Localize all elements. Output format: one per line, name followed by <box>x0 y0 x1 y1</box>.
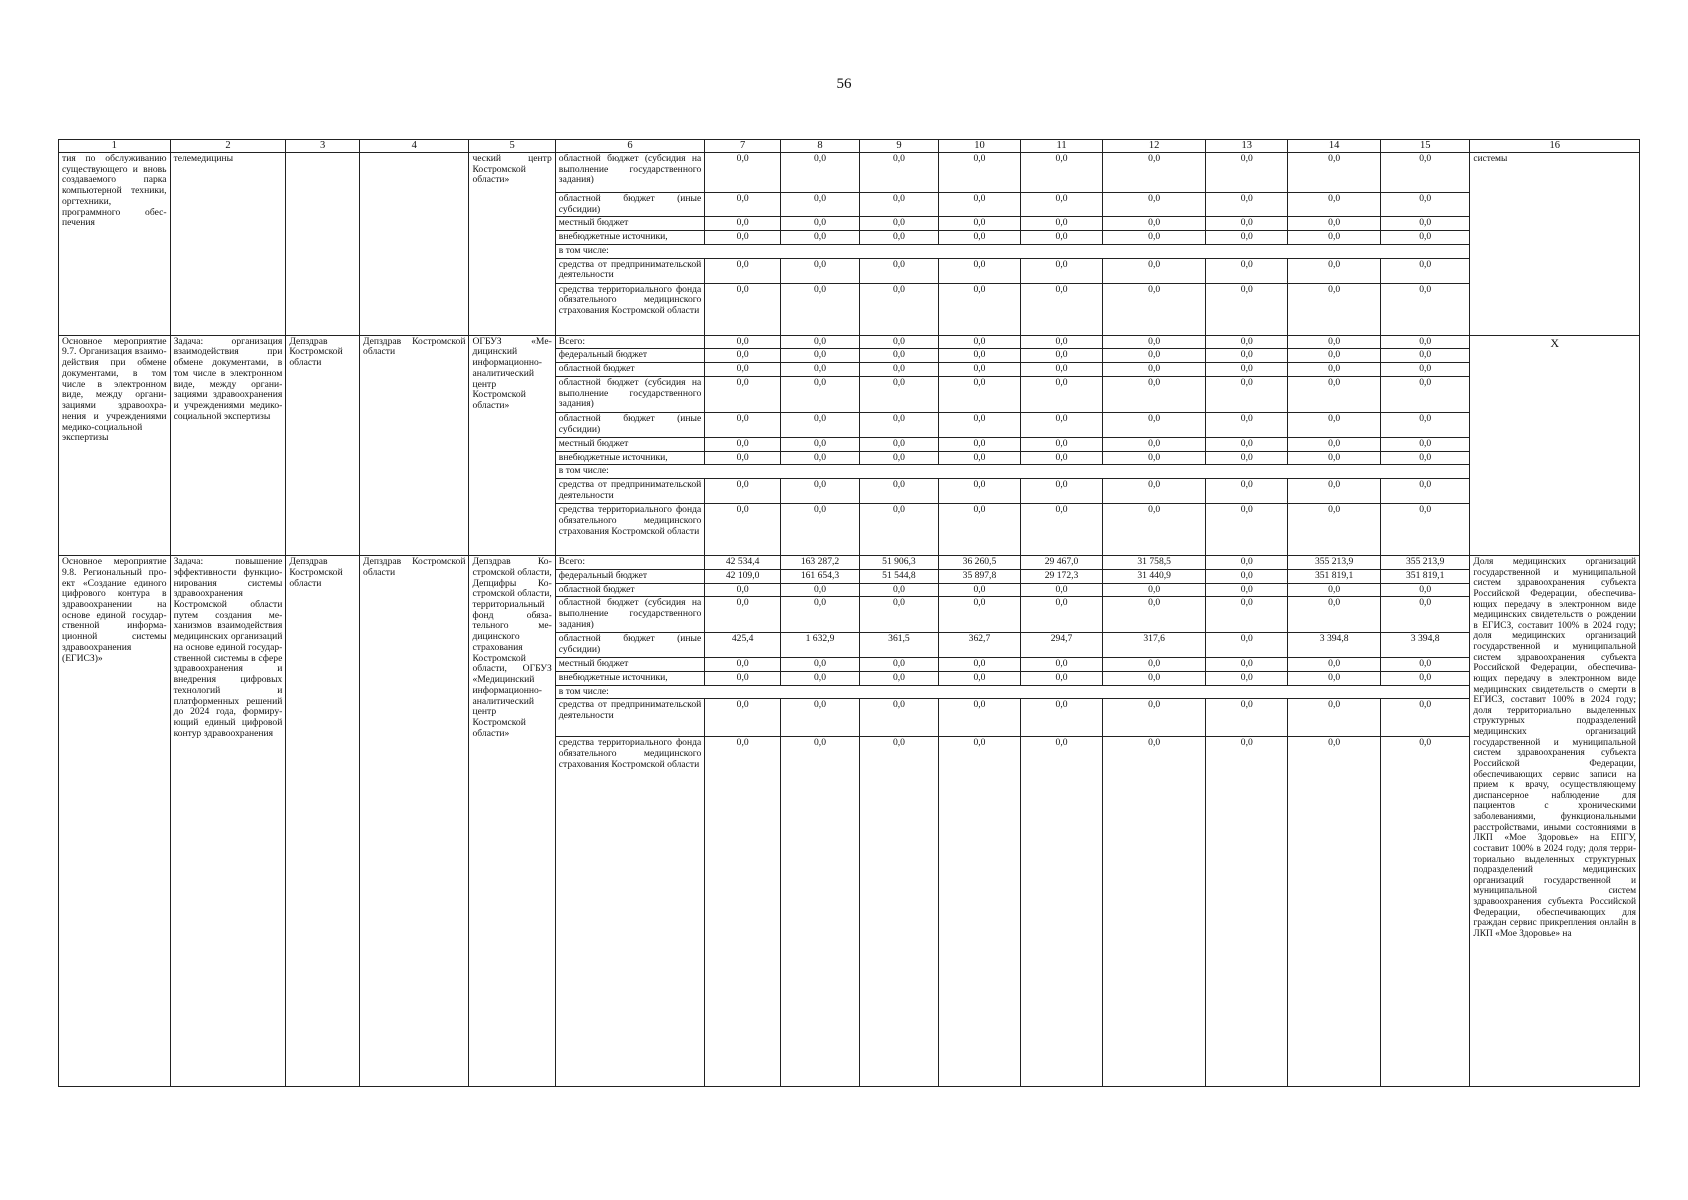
column-number-row <box>59 140 1640 153</box>
amount-cell: 0,0 <box>938 451 1020 465</box>
amount-cell: 0,0 <box>938 437 1020 451</box>
measure-col3: Депздрав Костромской области <box>286 556 360 1087</box>
amount-cell: 0,0 <box>1380 451 1469 465</box>
column-number: 6 <box>555 140 704 153</box>
column-number: 10 <box>938 140 1020 153</box>
amount-cell: 0,0 <box>859 193 938 217</box>
amount-cell: 0,0 <box>1206 451 1288 465</box>
amount-cell: 0,0 <box>705 658 781 672</box>
amount-cell: 0,0 <box>1288 335 1381 349</box>
amount-cell: 0,0 <box>1288 479 1381 504</box>
amount-cell: 0,0 <box>705 153 781 193</box>
amount-cell: 0,0 <box>781 412 860 437</box>
column-number: 16 <box>1470 140 1640 153</box>
funding-source-label: областной бюджет <box>555 363 704 377</box>
amount-cell: 0,0 <box>781 193 860 217</box>
amount-cell: 362,7 <box>938 633 1020 658</box>
funding-source-label: средства территориального фонда обязательного медицинского страхования Костромской области <box>555 737 704 1087</box>
amount-cell: 0,0 <box>1380 583 1469 597</box>
column-number: 4 <box>360 140 469 153</box>
funding-source-label: федеральный бюджет <box>555 349 704 363</box>
amount-cell: 0,0 <box>1021 153 1103 193</box>
amount-cell: 1 632,9 <box>781 633 860 658</box>
amount-cell: 355 213,9 <box>1288 556 1381 570</box>
amount-cell: 0,0 <box>781 231 860 245</box>
amount-cell: 0,0 <box>1206 672 1288 686</box>
amount-cell: 0,0 <box>859 479 938 504</box>
block-measure-9-8 <box>59 556 1640 1087</box>
amount-cell: 0,0 <box>859 153 938 193</box>
column-number: 8 <box>781 140 860 153</box>
amount-cell: 0,0 <box>1103 658 1206 672</box>
measure-col1: Основное мероприятие 9.8. Региональный проект «Создание единого цифрового контура в здравоохранении на основе единой государственной информационной системы здравоохранения (ЕГИСЗ)» <box>59 556 171 1087</box>
amount-cell: 0,0 <box>859 699 938 737</box>
column-number: 15 <box>1380 140 1469 153</box>
amount-cell: 0,0 <box>1288 437 1381 451</box>
amount-cell: 0,0 <box>859 217 938 231</box>
amount-cell: 0,0 <box>781 283 860 335</box>
funding-source-label: средства от предпринимательской деятельности <box>555 479 704 504</box>
amount-cell: 0,0 <box>1021 363 1103 377</box>
amount-cell: 0,0 <box>781 597 860 633</box>
funding-source-label: средства территориального фонда обязательного медицинского страхования Костромской области <box>555 283 704 335</box>
amount-cell: 0,0 <box>1206 633 1288 658</box>
amount-cell: 0,0 <box>781 376 860 412</box>
amount-cell: 42 534,4 <box>705 556 781 570</box>
amount-cell: 3 394,8 <box>1288 633 1381 658</box>
amount-cell: 0,0 <box>1021 451 1103 465</box>
amount-cell: 0,0 <box>1021 193 1103 217</box>
amount-cell: 0,0 <box>938 597 1020 633</box>
amount-cell: 0,0 <box>781 349 860 363</box>
amount-cell: 317,6 <box>1103 633 1206 658</box>
amount-cell: 0,0 <box>1206 699 1288 737</box>
amount-cell: 0,0 <box>859 231 938 245</box>
amount-cell: 0,0 <box>705 349 781 363</box>
amount-cell: 35 897,8 <box>938 569 1020 583</box>
amount-cell: 0,0 <box>1288 231 1381 245</box>
target-indicator: Доля медицинских организаций государственной и муниципальной систем здравоохранения субъекта Российской Федерации, обеспечивающих передачу в электронном виде медицинских свидетельств о рождении в ЕГИСЗ, составит 100% в 2024 году; доля медицинских организаций государственной и муниципальной систем здравоохранения субъекта Российской Федерации, обеспечивающих передачу в электронном виде медицинских свидетельств о смерти в ЕГИСЗ, составит 100% в 2024 году; доля территориально выделенных структурных подразделений медицинских организаций государственной и муниципальной систем здравоохранения субъекта Российской Федерации, обеспечивающих сервис записи на прием к врачу, осуществляющему диспансерное наблюдение для пациентов с хроническими заболеваниями, функциональными расстройствами, иными состояниями в ЛКП «Мое Здоровье» на ЕПГУ, составит 100% в 2024 году; доля территориально выделенных структурных подразделений медицинских организаций государственной и муниципальной систем здравоохранения субъекта Российской Федерации, обеспечивающих для граждан сервис прикрепления онлайн в ЛКП «Мое Здоровье» на <box>1470 556 1640 1087</box>
amount-cell: 0,0 <box>705 737 781 1087</box>
amount-cell: 0,0 <box>1103 335 1206 349</box>
funding-source-label: областной бюджет <box>555 583 704 597</box>
measure-col4: Депздрав Костромской области <box>360 556 469 1087</box>
amount-cell: 0,0 <box>859 258 938 283</box>
amount-cell: 0,0 <box>781 363 860 377</box>
funding-source-label: внебюджетные источники, <box>555 451 704 465</box>
target-indicator: системы <box>1470 153 1640 336</box>
amount-cell: 0,0 <box>1021 217 1103 231</box>
amount-cell: 0,0 <box>938 658 1020 672</box>
amount-cell: 0,0 <box>1380 737 1469 1087</box>
amount-cell: 0,0 <box>1380 699 1469 737</box>
measure-col5: ОГБУЗ «Медицинский информационно-аналитический центр Костромской области» <box>469 335 555 555</box>
funding-source-label: средства от предпринимательской деятельности <box>555 699 704 737</box>
amount-cell: 0,0 <box>1021 504 1103 556</box>
amount-cell: 0,0 <box>705 597 781 633</box>
amount-cell: 0,0 <box>1206 349 1288 363</box>
column-number: 11 <box>1021 140 1103 153</box>
amount-cell: 42 109,0 <box>705 569 781 583</box>
amount-cell: 0,0 <box>1380 335 1469 349</box>
amount-cell: 0,0 <box>1206 437 1288 451</box>
amount-cell: 0,0 <box>1288 193 1381 217</box>
amount-cell: 0,0 <box>1103 349 1206 363</box>
amount-cell: 0,0 <box>1288 412 1381 437</box>
amount-cell: 0,0 <box>1021 231 1103 245</box>
amount-cell: 0,0 <box>1206 597 1288 633</box>
amount-cell: 0,0 <box>705 437 781 451</box>
amount-cell: 0,0 <box>1021 737 1103 1087</box>
funding-source-label: областной бюджет (иные субсидии) <box>555 633 704 658</box>
amount-cell: 425,4 <box>705 633 781 658</box>
funding-source-label: внебюджетные источники, <box>555 231 704 245</box>
amount-cell: 0,0 <box>1380 672 1469 686</box>
amount-cell: 0,0 <box>859 672 938 686</box>
amount-cell: 0,0 <box>1206 569 1288 583</box>
amount-cell: 0,0 <box>781 153 860 193</box>
amount-cell: 0,0 <box>938 583 1020 597</box>
amount-cell: 351 819,1 <box>1380 569 1469 583</box>
amount-cell: 0,0 <box>938 335 1020 349</box>
amount-cell: 0,0 <box>1103 153 1206 193</box>
amount-cell: 0,0 <box>1288 349 1381 363</box>
amount-cell: 0,0 <box>1103 479 1206 504</box>
amount-cell: 0,0 <box>1380 479 1469 504</box>
amount-cell: 0,0 <box>1103 451 1206 465</box>
amount-cell: 0,0 <box>1206 504 1288 556</box>
amount-cell: 0,0 <box>1380 349 1469 363</box>
amount-cell: 0,0 <box>938 737 1020 1087</box>
funding-source-label: областной бюджет (иные субсидии) <box>555 193 704 217</box>
amount-cell: 0,0 <box>1021 258 1103 283</box>
amount-cell: 0,0 <box>781 737 860 1087</box>
amount-cell: 0,0 <box>1380 283 1469 335</box>
amount-cell: 0,0 <box>1380 258 1469 283</box>
amount-cell: 0,0 <box>781 437 860 451</box>
column-number: 9 <box>859 140 938 153</box>
amount-cell: 0,0 <box>1288 672 1381 686</box>
amount-cell: 0,0 <box>1288 699 1381 737</box>
amount-cell: 0,0 <box>1206 376 1288 412</box>
column-number: 14 <box>1288 140 1381 153</box>
amount-cell: 0,0 <box>1288 258 1381 283</box>
amount-cell: 0,0 <box>1103 412 1206 437</box>
amount-cell: 0,0 <box>1206 153 1288 193</box>
amount-cell: 0,0 <box>1380 363 1469 377</box>
measure-col2: Задача: повышение эффективности функционирования системы здравоохранения Костромской области путем создания механизмов взаимодействия медицинских организаций на основе единой государственной системы в сфере здравоохранения и внедрения цифровых технологий и платформенных решений до 2024 года, формирующий единый цифровой контур здравоохранения <box>170 556 286 1087</box>
amount-cell: 0,0 <box>1288 504 1381 556</box>
amount-cell: 0,0 <box>1206 412 1288 437</box>
amount-cell: 0,0 <box>781 672 860 686</box>
amount-cell: 0,0 <box>1288 283 1381 335</box>
amount-cell: 0,0 <box>1380 153 1469 193</box>
amount-cell: 0,0 <box>1103 217 1206 231</box>
amount-cell: 0,0 <box>938 153 1020 193</box>
amount-cell: 0,0 <box>705 363 781 377</box>
funding-source-label: местный бюджет <box>555 658 704 672</box>
amount-cell: 0,0 <box>705 283 781 335</box>
amount-cell: 0,0 <box>781 583 860 597</box>
amount-cell: 0,0 <box>705 412 781 437</box>
funding-source-label: местный бюджет <box>555 437 704 451</box>
amount-cell: 0,0 <box>705 217 781 231</box>
funding-source-label: средства территориального фонда обязательного медицинского страхования Костромской области <box>555 504 704 556</box>
amount-cell: 0,0 <box>938 258 1020 283</box>
amount-cell: 0,0 <box>1380 597 1469 633</box>
column-number: 12 <box>1103 140 1206 153</box>
amount-cell: 0,0 <box>1103 672 1206 686</box>
block-measure-9-7 <box>59 335 1640 555</box>
amount-cell: 0,0 <box>705 258 781 283</box>
amount-cell: 0,0 <box>1206 556 1288 570</box>
amount-cell: 0,0 <box>859 283 938 335</box>
funding-source-label: внебюджетные источники, <box>555 672 704 686</box>
amount-cell: 0,0 <box>1288 153 1381 193</box>
amount-cell: 0,0 <box>1021 437 1103 451</box>
amount-cell: 3 394,8 <box>1380 633 1469 658</box>
amount-cell: 0,0 <box>938 363 1020 377</box>
amount-cell: 361,5 <box>859 633 938 658</box>
measure-col5: Депздрав Костромской области, Депцифры Костромской области, территориальный фонд обязательного медицинского страхования Костромской области, ОГБУЗ «Медицинский информационно-аналитический центр Костромской области» <box>469 556 555 1087</box>
amount-cell: 0,0 <box>781 335 860 349</box>
amount-cell: 0,0 <box>1288 583 1381 597</box>
amount-cell: 51 906,3 <box>859 556 938 570</box>
funding-source-label: в том числе: <box>555 244 1470 258</box>
amount-cell: 0,0 <box>859 335 938 349</box>
amount-cell: 0,0 <box>938 217 1020 231</box>
amount-cell: 0,0 <box>859 737 938 1087</box>
amount-cell: 0,0 <box>1103 283 1206 335</box>
measure-col1: тия по обслуживанию существующего и вновь создаваемого парка компьютерной техники, оргтехники, программного обеспечения <box>59 153 171 336</box>
amount-cell: 0,0 <box>1103 258 1206 283</box>
funding-source-label: Всего: <box>555 556 704 570</box>
amount-cell: 0,0 <box>1206 231 1288 245</box>
amount-cell: 0,0 <box>705 335 781 349</box>
amount-cell: 0,0 <box>1021 658 1103 672</box>
amount-cell: 0,0 <box>1103 376 1206 412</box>
amount-cell: 0,0 <box>1206 258 1288 283</box>
amount-cell: 0,0 <box>705 672 781 686</box>
amount-cell: 0,0 <box>1021 349 1103 363</box>
amount-cell: 0,0 <box>859 349 938 363</box>
column-number: 2 <box>170 140 286 153</box>
amount-cell: 0,0 <box>1103 363 1206 377</box>
amount-cell: 0,0 <box>781 504 860 556</box>
amount-cell: 0,0 <box>1103 193 1206 217</box>
amount-cell: 0,0 <box>781 658 860 672</box>
measure-col2: телемедицины <box>170 153 286 336</box>
amount-cell: 0,0 <box>938 412 1020 437</box>
amount-cell: 0,0 <box>1206 479 1288 504</box>
amount-cell: 0,0 <box>1288 363 1381 377</box>
amount-cell: 0,0 <box>1288 658 1381 672</box>
amount-cell: 0,0 <box>1021 283 1103 335</box>
amount-cell: 0,0 <box>1206 363 1288 377</box>
amount-cell: 0,0 <box>1103 699 1206 737</box>
amount-cell: 29 172,3 <box>1021 569 1103 583</box>
funding-source-label: областной бюджет (субсидия на выполнение государственного задания) <box>555 153 704 193</box>
amount-cell: 0,0 <box>1288 217 1381 231</box>
amount-cell: 0,0 <box>938 376 1020 412</box>
amount-cell: 29 467,0 <box>1021 556 1103 570</box>
amount-cell: 0,0 <box>1380 658 1469 672</box>
amount-cell: 0,0 <box>781 451 860 465</box>
amount-cell: 0,0 <box>705 193 781 217</box>
amount-cell: 0,0 <box>1103 597 1206 633</box>
amount-cell: 0,0 <box>938 479 1020 504</box>
funding-source-label: областной бюджет (иные субсидии) <box>555 412 704 437</box>
funding-source-label: местный бюджет <box>555 217 704 231</box>
target-indicator: X <box>1470 335 1640 555</box>
amount-cell: 0,0 <box>1103 504 1206 556</box>
amount-cell: 0,0 <box>938 283 1020 335</box>
column-number: 1 <box>59 140 171 153</box>
amount-cell: 0,0 <box>781 217 860 231</box>
funding-row <box>59 153 1640 193</box>
funding-row <box>59 335 1640 349</box>
funding-source-label: федеральный бюджет <box>555 569 704 583</box>
amount-cell: 0,0 <box>1021 699 1103 737</box>
amount-cell: 0,0 <box>1380 217 1469 231</box>
amount-cell: 0,0 <box>938 504 1020 556</box>
amount-cell: 0,0 <box>1021 412 1103 437</box>
amount-cell: 0,0 <box>859 583 938 597</box>
amount-cell: 0,0 <box>859 451 938 465</box>
amount-cell: 0,0 <box>705 376 781 412</box>
amount-cell: 0,0 <box>1380 437 1469 451</box>
amount-cell: 0,0 <box>1103 231 1206 245</box>
amount-cell: 0,0 <box>1103 737 1206 1087</box>
amount-cell: 0,0 <box>781 699 860 737</box>
amount-cell: 0,0 <box>938 349 1020 363</box>
funding-source-label: областной бюджет (субсидия на выполнение государственного задания) <box>555 376 704 412</box>
measure-col1: Основное мероприятие 9.7. Организация взаимодействия при обмене документами, в том числе в электронном виде, между организациями здравоохранения и учреждениями медико-социальной экспертизы <box>59 335 171 555</box>
amount-cell: 0,0 <box>705 699 781 737</box>
amount-cell: 0,0 <box>1021 672 1103 686</box>
column-number: 3 <box>286 140 360 153</box>
amount-cell: 0,0 <box>705 231 781 245</box>
amount-cell: 0,0 <box>1206 193 1288 217</box>
amount-cell: 294,7 <box>1021 633 1103 658</box>
amount-cell: 0,0 <box>938 699 1020 737</box>
funding-source-label: Всего: <box>555 335 704 349</box>
amount-cell: 0,0 <box>1206 583 1288 597</box>
amount-cell: 0,0 <box>938 672 1020 686</box>
amount-cell: 355 213,9 <box>1380 556 1469 570</box>
amount-cell: 0,0 <box>938 231 1020 245</box>
amount-cell: 0,0 <box>1206 283 1288 335</box>
amount-cell: 0,0 <box>1021 479 1103 504</box>
amount-cell: 31 440,9 <box>1103 569 1206 583</box>
amount-cell: 351 819,1 <box>1288 569 1381 583</box>
amount-cell: 0,0 <box>1021 597 1103 633</box>
amount-cell: 0,0 <box>859 363 938 377</box>
amount-cell: 0,0 <box>1380 412 1469 437</box>
amount-cell: 0,0 <box>781 258 860 283</box>
amount-cell: 0,0 <box>859 412 938 437</box>
program-table <box>58 139 1640 1087</box>
amount-cell: 0,0 <box>859 658 938 672</box>
amount-cell: 0,0 <box>859 597 938 633</box>
block-continuation <box>59 153 1640 336</box>
amount-cell: 36 260,5 <box>938 556 1020 570</box>
funding-source-label: в том числе: <box>555 685 1470 699</box>
measure-col5: ческий центр Костромской области» <box>469 153 555 336</box>
amount-cell: 0,0 <box>1288 597 1381 633</box>
measure-col4: Депздрав Костромской области <box>360 335 469 555</box>
amount-cell: 0,0 <box>705 479 781 504</box>
funding-source-label: областной бюджет (субсидия на выполнение государственного задания) <box>555 597 704 633</box>
amount-cell: 0,0 <box>1206 658 1288 672</box>
column-number: 13 <box>1206 140 1288 153</box>
amount-cell: 0,0 <box>1380 193 1469 217</box>
measure-col3: Депздрав Костромской области <box>286 335 360 555</box>
measure-col3 <box>286 153 360 336</box>
amount-cell: 0,0 <box>1380 231 1469 245</box>
amount-cell: 0,0 <box>705 583 781 597</box>
amount-cell: 0,0 <box>938 193 1020 217</box>
measure-col2: Задача: организация взаимодействия при обмене документами, в том числе в электронном виде, между организациями здравоохранения и учреждениями медико-социальной экспертизы <box>170 335 286 555</box>
amount-cell: 0,0 <box>1288 737 1381 1087</box>
amount-cell: 0,0 <box>1380 504 1469 556</box>
amount-cell: 0,0 <box>705 504 781 556</box>
column-number: 5 <box>469 140 555 153</box>
page-number: 56 <box>836 76 852 92</box>
funding-row <box>59 556 1640 570</box>
amount-cell: 0,0 <box>1021 376 1103 412</box>
amount-cell: 0,0 <box>1103 583 1206 597</box>
amount-cell: 0,0 <box>1206 737 1288 1087</box>
funding-source-label: средства от предпринимательской деятельности <box>555 258 704 283</box>
amount-cell: 0,0 <box>859 504 938 556</box>
amount-cell: 0,0 <box>859 437 938 451</box>
amount-cell: 161 654,3 <box>781 569 860 583</box>
amount-cell: 31 758,5 <box>1103 556 1206 570</box>
amount-cell: 0,0 <box>705 451 781 465</box>
amount-cell: 0,0 <box>781 479 860 504</box>
column-number: 7 <box>705 140 781 153</box>
amount-cell: 51 544,8 <box>859 569 938 583</box>
amount-cell: 0,0 <box>1380 376 1469 412</box>
amount-cell: 0,0 <box>1206 217 1288 231</box>
amount-cell: 0,0 <box>1021 583 1103 597</box>
measure-col4 <box>360 153 469 336</box>
amount-cell: 0,0 <box>1288 451 1381 465</box>
amount-cell: 0,0 <box>1103 437 1206 451</box>
amount-cell: 0,0 <box>1021 335 1103 349</box>
amount-cell: 0,0 <box>859 376 938 412</box>
amount-cell: 163 287,2 <box>781 556 860 570</box>
amount-cell: 0,0 <box>1206 335 1288 349</box>
amount-cell: 0,0 <box>1288 376 1381 412</box>
funding-source-label: в том числе: <box>555 465 1470 479</box>
